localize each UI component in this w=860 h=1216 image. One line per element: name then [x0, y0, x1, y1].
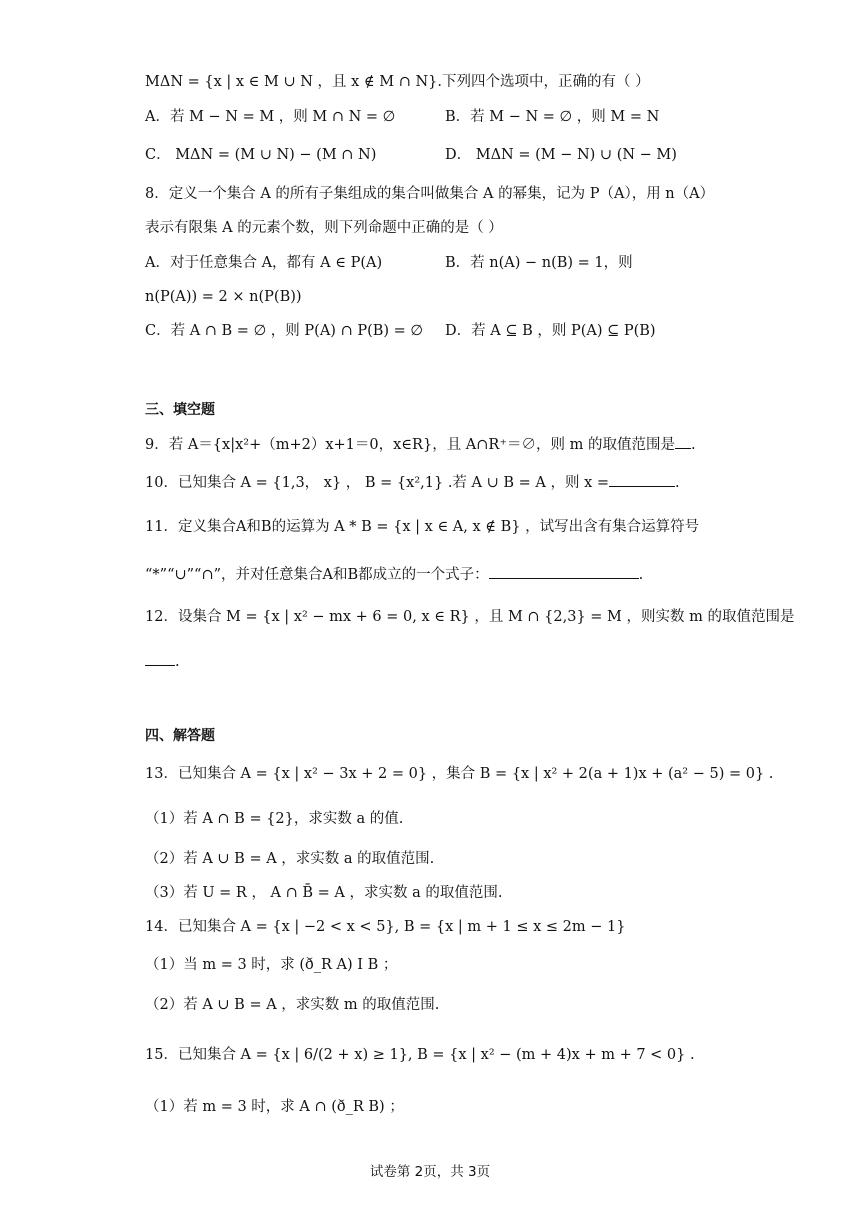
question-14-part2: （2）若 A ∪ B = A ，求实数 m 的取值范围. — [145, 997, 440, 1013]
option-7b: B．若 M − N = ∅ ，则 M = N — [445, 109, 660, 125]
answer-blank — [145, 651, 175, 666]
question-13-part2: （2）若 A ∪ B = A ，求实数 a 的取值范围. — [145, 851, 435, 867]
question-13-part1: （1）若 A ∩ B = {2}，求实数 a 的值. — [145, 811, 404, 827]
question-11-text: “*”“∪”“∩”，并对任意集合A和B都成立的一个式子： — [145, 567, 489, 583]
question-9 — [145, 434, 696, 455]
answer-blank — [675, 434, 691, 449]
answer-blank — [489, 564, 639, 579]
question-12-line2 — [145, 651, 180, 672]
question-11-line2 — [145, 564, 643, 585]
option-8a: A．对于任意集合 A，都有 A ∈ P(A) — [145, 255, 383, 271]
question-11-period: . — [638, 567, 644, 583]
option-8b: B．若 n(A) − n(B) = 1，则 — [445, 255, 633, 271]
question-10 — [145, 472, 680, 493]
question-15-part1: （1）若 m = 3 时，求 A ∩ (ð_R B) ； — [145, 1099, 404, 1115]
option-8c: C．若 A ∩ B = ∅ ，则 P(A) ∩ P(B) = ∅ — [145, 323, 424, 339]
question-9-text: 9．若 A＝{x|x²+（m+2）x+1＝0，x∈R}，且 A∩R⁺＝∅，则 m 的取值范围是 — [145, 437, 675, 453]
option-8b-continued: n(P(A)) = 2 × n(P(B)) — [145, 289, 302, 305]
question-13: 13．已知集合 A = {x | x² − 3x + 2 = 0} ，集合 B = {x | x² + 2(a + 1)x + (a² − 5) = 0} . — [145, 766, 774, 782]
question-14-part1: （1）当 m = 3 时，求 (ð_R A) I B ； — [145, 957, 398, 973]
section-answer-title: 四、解答题 — [145, 728, 215, 744]
question-12-line1: 12．设集合 M = {x | x² − mx + 6 = 0, x ∈ R} ，且 M ∩ {2,3} = M ，则实数 m 的取值范围是 — [145, 609, 795, 625]
section-fill-in-title: 三、填空题 — [145, 402, 215, 418]
question-15: 15．已知集合 A = {x | 6/(2 + x) ≥ 1}, B = {x | x² − (m + 4)x + m + 7 < 0} . — [145, 1047, 695, 1063]
question-8-line1: 8．定义一个集合 A 的所有子集组成的集合叫做集合 A 的幂集，记为 P（A），用 n（A） — [145, 186, 715, 202]
page-footer: 试卷第 2页，共 3页 — [369, 1164, 491, 1180]
line-q7-definition: MΔN = {x | x ∈ M ∪ N ，且 x ∉ M ∩ N}.下列四个选项中，正确的有（ ） — [145, 74, 650, 90]
option-7c: C． MΔN = (M ∪ N) − (M ∩ N) — [145, 147, 377, 163]
question-14: 14．已知集合 A = {x | −2 < x < 5}, B = {x | m + 1 ≤ x ≤ 2m − 1} — [145, 919, 626, 935]
question-9-period: . — [690, 437, 696, 453]
question-12-period: . — [175, 654, 180, 670]
question-11-line1: 11．定义集合A和B的运算为 A * B = {x | x ∈ A, x ∉ B} ，试写出含有集合运算符号 — [145, 519, 700, 535]
answer-blank — [609, 472, 675, 487]
question-10-text: 10．已知集合 A = {1,3， x} ， B = {x²,1} .若 A ∪ B = A ，则 x = — [145, 475, 610, 491]
option-8d: D．若 A ⊆ B ，则 P(A) ⊆ P(B) — [445, 323, 656, 339]
option-7a: A．若 M − N = M ，则 M ∩ N = ∅ — [145, 109, 396, 125]
question-13-part3: （3）若 U = R ， A ∩ B̄ = A ，求实数 a 的取值范围. — [145, 885, 503, 901]
question-10-period: . — [675, 475, 680, 491]
question-8-line2: 表示有限集 A 的元素个数，则下列命题中正确的是（ ） — [145, 220, 503, 236]
option-7d: D． MΔN = (M − N) ∪ (N − M) — [445, 147, 677, 163]
